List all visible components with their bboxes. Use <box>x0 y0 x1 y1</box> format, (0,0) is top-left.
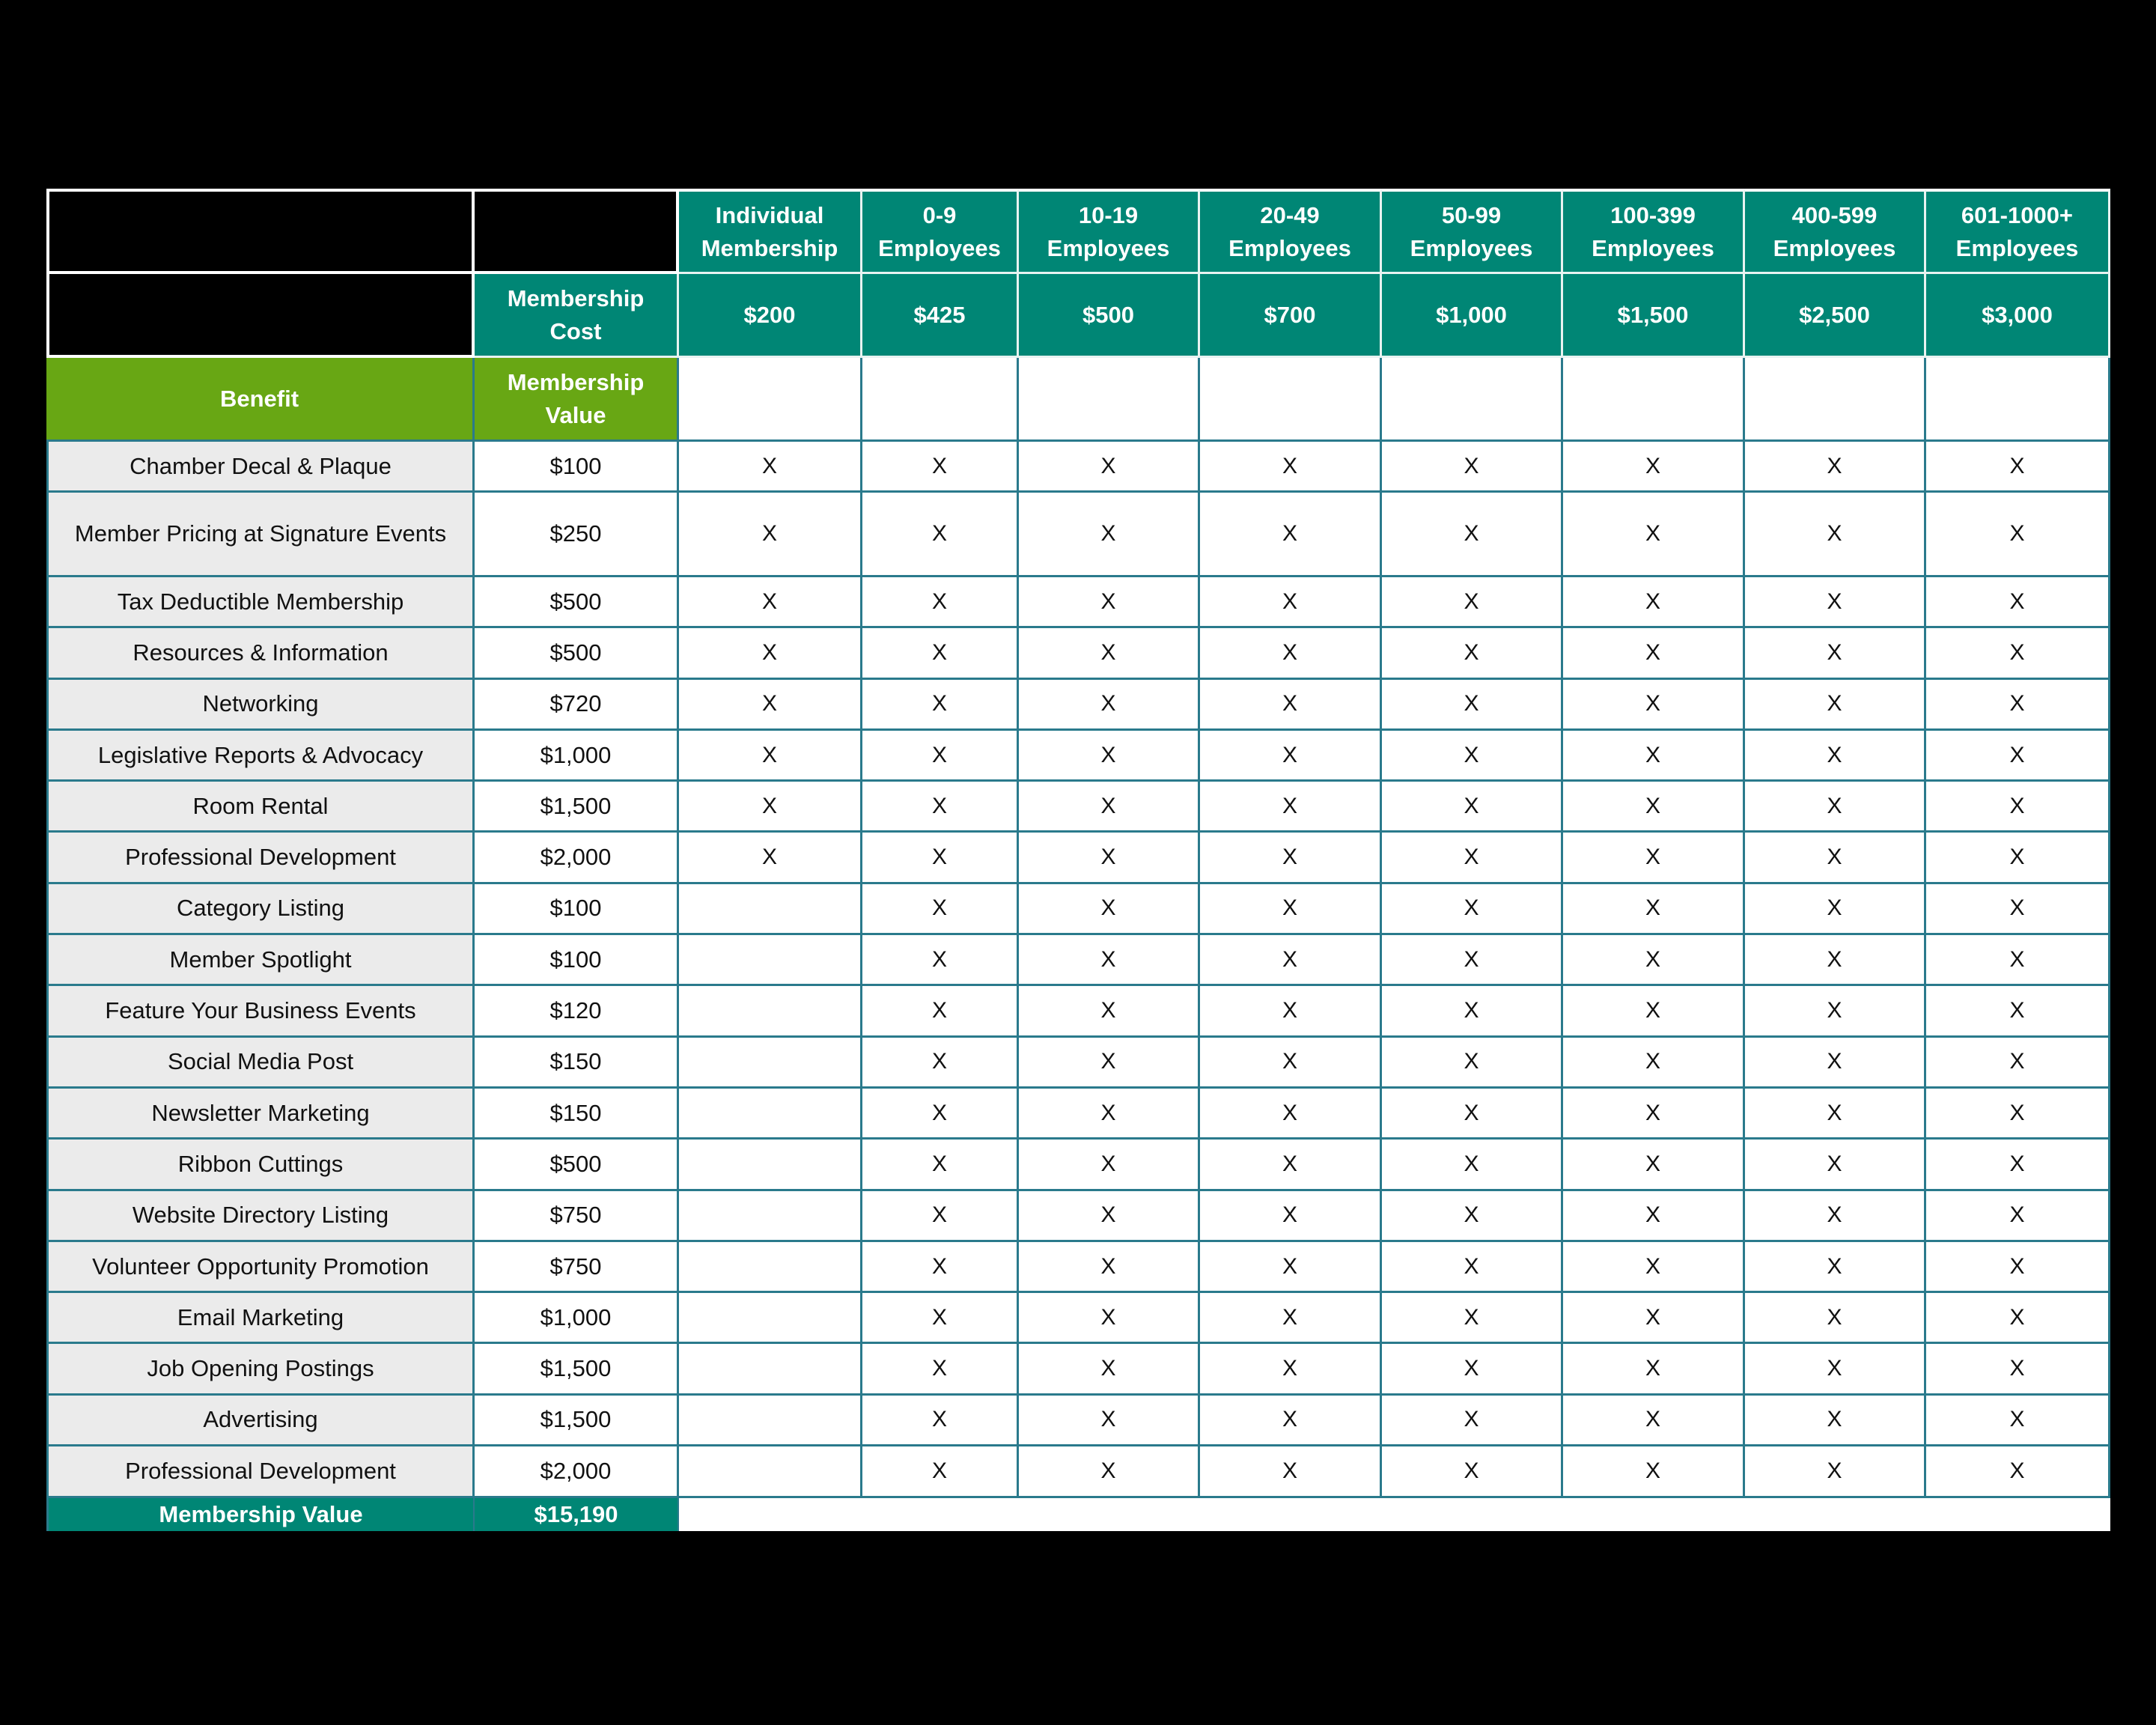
included-check-mark: X <box>1745 1140 1926 1190</box>
included-check-mark: X <box>1200 833 1382 883</box>
included-check-mark: X <box>1019 731 1200 782</box>
empty-cell <box>679 1242 862 1293</box>
included-check-mark: X <box>862 577 1019 628</box>
tier-name-line2: Employees <box>1592 234 1714 261</box>
membership-cost-header <box>475 274 679 358</box>
total-label: Membership Value <box>46 1498 475 1531</box>
included-check-mark: X <box>1200 935 1382 986</box>
included-check-mark: X <box>1019 680 1200 731</box>
tier-name-line1: 20-49 <box>1260 201 1320 228</box>
included-check-mark: X <box>1563 1242 1745 1293</box>
included-check-mark: X <box>1745 1242 1926 1293</box>
tier-cost: $200 <box>679 274 862 358</box>
included-check-mark: X <box>1745 833 1926 883</box>
tier-name-line1: 10-19 <box>1078 201 1139 228</box>
included-check-mark: X <box>1019 935 1200 986</box>
included-check-mark: X <box>1745 442 1926 493</box>
included-check-mark: X <box>1745 731 1926 782</box>
benefit-name: Newsletter Marketing <box>46 1089 475 1140</box>
included-check-mark: X <box>1382 1293 1563 1344</box>
tier-cost: $700 <box>1200 274 1382 358</box>
included-check-mark: X <box>1382 1242 1563 1293</box>
included-check-mark: X <box>1745 1344 1926 1395</box>
included-check-mark: X <box>1926 577 2110 628</box>
included-check-mark: X <box>1926 782 2110 833</box>
included-check-mark: X <box>1926 628 2110 679</box>
included-check-mark: X <box>862 493 1019 577</box>
tier-name-line2: Employees <box>1047 234 1170 261</box>
empty-cell <box>679 1293 862 1344</box>
benefit-value: $1,000 <box>475 731 679 782</box>
included-check-mark: X <box>862 986 1019 1037</box>
included-check-mark: X <box>1019 1242 1200 1293</box>
tier-name-line2: Employees <box>1955 234 2079 261</box>
included-check-mark: X <box>679 731 862 782</box>
included-check-mark: X <box>679 628 862 679</box>
tier-cost: $500 <box>1019 274 1200 358</box>
included-check-mark: X <box>1563 935 1745 986</box>
included-check-mark: X <box>1563 1344 1745 1395</box>
tier-name-line1: 100-399 <box>1610 201 1696 228</box>
tier-name-line2: Membership <box>701 234 838 261</box>
included-check-mark: X <box>1200 1242 1382 1293</box>
included-check-mark: X <box>1745 1089 1926 1140</box>
included-check-mark: X <box>1019 442 1200 493</box>
empty-cell <box>1563 358 1745 442</box>
included-check-mark: X <box>1019 1446 1200 1498</box>
included-check-mark: X <box>1200 1446 1382 1498</box>
included-check-mark: X <box>1200 1089 1382 1140</box>
included-check-mark: X <box>1200 1038 1382 1089</box>
benefit-name: Advertising <box>46 1396 475 1446</box>
included-check-mark: X <box>1563 628 1745 679</box>
benefit-value: $150 <box>475 1089 679 1140</box>
empty-cell <box>679 986 862 1037</box>
included-check-mark: X <box>1563 442 1745 493</box>
included-check-mark: X <box>862 884 1019 935</box>
included-check-mark: X <box>1382 1396 1563 1446</box>
included-check-mark: X <box>862 782 1019 833</box>
empty-cell <box>679 1396 862 1446</box>
included-check-mark: X <box>862 1140 1019 1190</box>
benefit-name: Ribbon Cuttings <box>46 1140 475 1190</box>
membership-value-label-line1: Membership <box>507 368 645 395</box>
benefit-name: Professional Development <box>46 1446 475 1498</box>
empty-header-corner <box>46 189 475 274</box>
tier-header <box>1200 189 1382 274</box>
included-check-mark: X <box>1745 493 1926 577</box>
included-check-mark: X <box>1200 731 1382 782</box>
included-check-mark: X <box>1745 680 1926 731</box>
included-check-mark: X <box>1926 1446 2110 1498</box>
tier-name-line1: 50-99 <box>1441 201 1502 228</box>
included-check-mark: X <box>1019 1344 1200 1395</box>
benefit-value: $750 <box>475 1191 679 1242</box>
included-check-mark: X <box>1563 731 1745 782</box>
included-check-mark: X <box>1200 1293 1382 1344</box>
included-check-mark: X <box>862 1038 1019 1089</box>
benefit-value: $500 <box>475 628 679 679</box>
included-check-mark: X <box>1745 1038 1926 1089</box>
included-check-mark: X <box>1926 731 2110 782</box>
membership-cost-label-line1: Membership <box>507 285 645 311</box>
benefit-name: Member Pricing at Signature Events <box>46 493 475 577</box>
tier-cost: $3,000 <box>1926 274 2110 358</box>
included-check-mark: X <box>862 1242 1019 1293</box>
included-check-mark: X <box>862 1293 1019 1344</box>
empty-cell <box>679 1089 862 1140</box>
included-check-mark: X <box>1563 1089 1745 1140</box>
included-check-mark: X <box>1745 935 1926 986</box>
included-check-mark: X <box>1563 493 1745 577</box>
tier-header <box>1563 189 1745 274</box>
included-check-mark: X <box>679 833 862 883</box>
included-check-mark: X <box>1926 935 2110 986</box>
benefit-name: Social Media Post <box>46 1038 475 1089</box>
included-check-mark: X <box>862 1344 1019 1395</box>
included-check-mark: X <box>1745 884 1926 935</box>
included-check-mark: X <box>1926 442 2110 493</box>
empty-cell <box>679 1446 862 1498</box>
tier-name-line1: 0-9 <box>922 201 957 228</box>
included-check-mark: X <box>1745 1396 1926 1446</box>
empty-header-cell <box>46 274 475 358</box>
included-check-mark: X <box>1382 1344 1563 1395</box>
included-check-mark: X <box>1926 986 2110 1037</box>
included-check-mark: X <box>1382 986 1563 1037</box>
benefit-name: Chamber Decal & Plaque <box>46 442 475 493</box>
benefit-name: Feature Your Business Events <box>46 986 475 1037</box>
included-check-mark: X <box>1745 1191 1926 1242</box>
benefit-value: $1,000 <box>475 1293 679 1344</box>
included-check-mark: X <box>1926 1038 2110 1089</box>
included-check-mark: X <box>1382 731 1563 782</box>
included-check-mark: X <box>679 493 862 577</box>
membership-value-label-line2: Value <box>545 401 606 428</box>
membership-benefits-table <box>46 189 2110 1531</box>
empty-cell <box>862 358 1019 442</box>
included-check-mark: X <box>1745 782 1926 833</box>
included-check-mark: X <box>1382 1140 1563 1190</box>
benefit-value: $250 <box>475 493 679 577</box>
included-check-mark: X <box>1019 884 1200 935</box>
benefit-value: $500 <box>475 1140 679 1190</box>
included-check-mark: X <box>1382 1038 1563 1089</box>
included-check-mark: X <box>1200 628 1382 679</box>
tier-name-line1: Individual <box>715 201 824 228</box>
included-check-mark: X <box>1200 680 1382 731</box>
included-check-mark: X <box>1019 1191 1200 1242</box>
included-check-mark: X <box>1926 1140 2110 1190</box>
benefit-name: Email Marketing <box>46 1293 475 1344</box>
included-check-mark: X <box>1019 833 1200 883</box>
included-check-mark: X <box>1926 1344 2110 1395</box>
empty-header-cell <box>475 189 679 274</box>
included-check-mark: X <box>1382 782 1563 833</box>
included-check-mark: X <box>1019 782 1200 833</box>
empty-cell <box>679 1344 862 1395</box>
included-check-mark: X <box>1926 680 2110 731</box>
benefit-name: Tax Deductible Membership <box>46 577 475 628</box>
included-check-mark: X <box>1563 680 1745 731</box>
included-check-mark: X <box>679 680 862 731</box>
included-check-mark: X <box>1019 493 1200 577</box>
benefit-value: $120 <box>475 986 679 1037</box>
included-check-mark: X <box>1382 1191 1563 1242</box>
included-check-mark: X <box>1200 884 1382 935</box>
benefit-value: $150 <box>475 1038 679 1089</box>
empty-cell <box>679 1140 862 1190</box>
included-check-mark: X <box>1563 577 1745 628</box>
included-check-mark: X <box>1200 577 1382 628</box>
included-check-mark: X <box>1745 577 1926 628</box>
benefit-name: Networking <box>46 680 475 731</box>
benefit-value: $2,000 <box>475 833 679 883</box>
included-check-mark: X <box>1382 833 1563 883</box>
benefit-name: Category Listing <box>46 884 475 935</box>
total-value: $15,190 <box>475 1498 679 1531</box>
included-check-mark: X <box>1563 986 1745 1037</box>
benefit-value: $2,000 <box>475 1446 679 1498</box>
included-check-mark: X <box>1926 1396 2110 1446</box>
benefit-value: $1,500 <box>475 1396 679 1446</box>
included-check-mark: X <box>1019 628 1200 679</box>
included-check-mark: X <box>862 833 1019 883</box>
benefit-value: $1,500 <box>475 782 679 833</box>
empty-cell <box>679 358 862 442</box>
included-check-mark: X <box>1563 833 1745 883</box>
included-check-mark: X <box>1200 493 1382 577</box>
included-check-mark: X <box>1382 628 1563 679</box>
included-check-mark: X <box>1382 1089 1563 1140</box>
benefit-value: $1,500 <box>475 1344 679 1395</box>
included-check-mark: X <box>1563 1191 1745 1242</box>
included-check-mark: X <box>1200 442 1382 493</box>
benefit-value: $100 <box>475 884 679 935</box>
membership-value-header <box>475 358 679 442</box>
included-check-mark: X <box>1563 1396 1745 1446</box>
included-check-mark: X <box>1019 986 1200 1037</box>
empty-cell <box>679 1038 862 1089</box>
included-check-mark: X <box>1563 1446 1745 1498</box>
included-check-mark: X <box>679 442 862 493</box>
included-check-mark: X <box>862 731 1019 782</box>
total-row-empty <box>679 1498 2110 1531</box>
empty-cell <box>1745 358 1926 442</box>
tier-header <box>1019 189 1200 274</box>
included-check-mark: X <box>1382 680 1563 731</box>
benefit-name: Resources & Information <box>46 628 475 679</box>
included-check-mark: X <box>1563 884 1745 935</box>
included-check-mark: X <box>1200 1396 1382 1446</box>
included-check-mark: X <box>862 442 1019 493</box>
benefit-name: Legislative Reports & Advocacy <box>46 731 475 782</box>
included-check-mark: X <box>1926 1089 2110 1140</box>
included-check-mark: X <box>1200 1191 1382 1242</box>
included-check-mark: X <box>1382 442 1563 493</box>
benefit-header: Benefit <box>46 358 475 442</box>
tier-header <box>1926 189 2110 274</box>
included-check-mark: X <box>1019 1396 1200 1446</box>
tier-cost: $1,000 <box>1382 274 1563 358</box>
benefit-name: Professional Development <box>46 833 475 883</box>
included-check-mark: X <box>1926 1293 2110 1344</box>
empty-cell <box>1382 358 1563 442</box>
included-check-mark: X <box>1019 1038 1200 1089</box>
included-check-mark: X <box>1745 1446 1926 1498</box>
included-check-mark: X <box>1926 833 2110 883</box>
included-check-mark: X <box>862 1191 1019 1242</box>
benefit-name: Member Spotlight <box>46 935 475 986</box>
benefit-name: Job Opening Postings <box>46 1344 475 1395</box>
empty-cell <box>679 1191 862 1242</box>
tier-header <box>862 189 1019 274</box>
included-check-mark: X <box>862 1396 1019 1446</box>
included-check-mark: X <box>1382 1446 1563 1498</box>
benefit-name: Website Directory Listing <box>46 1191 475 1242</box>
included-check-mark: X <box>1200 1140 1382 1190</box>
membership-cost-label-line2: Cost <box>549 317 602 344</box>
tier-cost: $425 <box>862 274 1019 358</box>
included-check-mark: X <box>1745 986 1926 1037</box>
included-check-mark: X <box>1563 1038 1745 1089</box>
benefit-name: Room Rental <box>46 782 475 833</box>
benefit-value: $100 <box>475 935 679 986</box>
included-check-mark: X <box>1563 1140 1745 1190</box>
empty-cell <box>1019 358 1200 442</box>
included-check-mark: X <box>1745 628 1926 679</box>
empty-cell <box>679 935 862 986</box>
benefit-value: $100 <box>475 442 679 493</box>
tier-name-line2: Employees <box>878 234 1001 261</box>
tier-header <box>1382 189 1563 274</box>
benefit-value: $720 <box>475 680 679 731</box>
included-check-mark: X <box>1926 884 2110 935</box>
included-check-mark: X <box>1926 493 2110 577</box>
included-check-mark: X <box>1019 1140 1200 1190</box>
included-check-mark: X <box>1019 1089 1200 1140</box>
included-check-mark: X <box>862 1089 1019 1140</box>
tier-name-line1: 601-1000+ <box>1961 201 2074 228</box>
included-check-mark: X <box>1382 884 1563 935</box>
included-check-mark: X <box>679 782 862 833</box>
included-check-mark: X <box>1019 577 1200 628</box>
included-check-mark: X <box>1200 1344 1382 1395</box>
benefit-name: Volunteer Opportunity Promotion <box>46 1242 475 1293</box>
included-check-mark: X <box>1200 986 1382 1037</box>
included-check-mark: X <box>862 680 1019 731</box>
benefit-value: $500 <box>475 577 679 628</box>
included-check-mark: X <box>679 577 862 628</box>
tier-name-line2: Employees <box>1773 234 1896 261</box>
empty-cell <box>679 884 862 935</box>
included-check-mark: X <box>1563 782 1745 833</box>
benefit-value: $750 <box>475 1242 679 1293</box>
empty-cell <box>1926 358 2110 442</box>
included-check-mark: X <box>862 935 1019 986</box>
tier-header <box>679 189 862 274</box>
empty-cell <box>1200 358 1382 442</box>
included-check-mark: X <box>862 628 1019 679</box>
included-check-mark: X <box>1382 493 1563 577</box>
included-check-mark: X <box>1745 1293 1926 1344</box>
included-check-mark: X <box>1382 577 1563 628</box>
tier-name-line2: Employees <box>1228 234 1351 261</box>
included-check-mark: X <box>1926 1191 2110 1242</box>
included-check-mark: X <box>1382 935 1563 986</box>
included-check-mark: X <box>1019 1293 1200 1344</box>
tier-header <box>1745 189 1926 274</box>
tier-name-line2: Employees <box>1410 234 1533 261</box>
tier-cost: $2,500 <box>1745 274 1926 358</box>
included-check-mark: X <box>1926 1242 2110 1293</box>
included-check-mark: X <box>862 1446 1019 1498</box>
included-check-mark: X <box>1563 1293 1745 1344</box>
included-check-mark: X <box>1200 782 1382 833</box>
tier-cost: $1,500 <box>1563 274 1745 358</box>
tier-name-line1: 400-599 <box>1791 201 1878 228</box>
